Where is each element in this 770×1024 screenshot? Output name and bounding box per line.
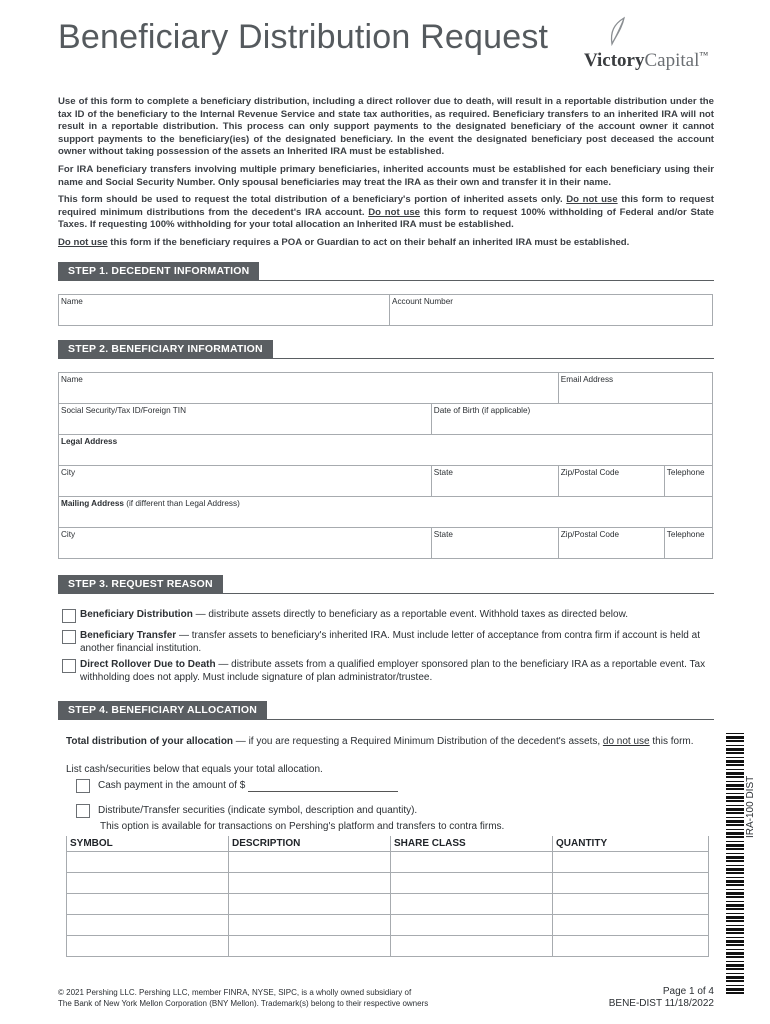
column-header: DESCRIPTION (229, 836, 391, 852)
beneficiary-info-table (58, 372, 713, 559)
mailing-address-field[interactable]: Mailing Address (if different than Legal Address) (59, 497, 713, 528)
checkbox[interactable] (76, 804, 90, 818)
beneficiary-ssn-field[interactable]: Social Security/Tax ID/Foreign TIN (59, 404, 432, 435)
decedent-info-table (58, 294, 713, 326)
copyright-notice: © 2021 Pershing LLC. Pershing LLC, member FINRA, NYSE, SIPC, is a wholly owned subsidiary of The Bank of New York Mellon Corporation (BNY Mellon). Trademark(s) belong to their respective owners (58, 988, 429, 1008)
legal-city-field[interactable]: City (59, 466, 432, 497)
total-distribution-text: Total distribution of your allocation — if you are requesting a Required Minimum Distribution of the decedent's assets, do not use this form. (66, 736, 694, 747)
legal-zip-field[interactable]: Zip/Postal Code (558, 466, 664, 497)
checkbox[interactable] (76, 779, 90, 793)
logo-brand-bold: Victory (584, 50, 645, 71)
page-number: Page 1 of 4 (662, 986, 714, 997)
securities-option[interactable]: Distribute/Transfer securities (indicate symbol, description and quantity). (76, 804, 716, 817)
column-header: SHARE CLASS (391, 836, 553, 852)
leaf-icon (604, 16, 628, 48)
beneficiary-name-field[interactable]: Name (59, 373, 559, 404)
table-cell[interactable] (67, 915, 229, 936)
option-direct-rollover[interactable]: Direct Rollover Due to Death — distribute assets from a qualified employer sponsored plan to the beneficiary IRA as a reportable event. Tax withholding does not apply. Must include signature of plan administrator/trustee. (62, 658, 712, 684)
intro-paragraph-3: This form should be used to request the total distribution of a beneficiary's portion of inherited assets only. Do not use this form to request required minimum distributions from the decedent's IRA account. Do not use this form to request 100% withholding of Federal and/or State Taxes. If requesting 100% withholding for your total allocation an Inherited IRA must be established. (58, 194, 714, 231)
table-cell[interactable] (229, 915, 391, 936)
table-row (67, 873, 709, 894)
form-id: BENE-DIST 11/18/2022 (608, 998, 714, 1009)
mailing-phone-field[interactable]: Telephone (664, 528, 712, 559)
table-cell[interactable] (553, 852, 709, 873)
option-beneficiary-distribution[interactable]: Beneficiary Distribution — distribute assets directly to beneficiary as a reportable event. Withhold taxes as directed below. (62, 608, 712, 621)
table-cell[interactable] (229, 894, 391, 915)
victory-capital-logo (584, 16, 724, 72)
logo-tm: ™ (699, 50, 709, 60)
barcode-icon (726, 733, 744, 995)
table-cell[interactable] (391, 915, 553, 936)
securities-table (66, 836, 709, 957)
column-header: SYMBOL (67, 836, 229, 852)
legal-phone-field[interactable]: Telephone (664, 466, 712, 497)
table-cell[interactable] (553, 936, 709, 957)
option-beneficiary-transfer[interactable]: Beneficiary Transfer — transfer assets to beneficiary's inherited IRA. Must include letter of acceptance from contra firm if account is held at another financial institution. (62, 629, 712, 655)
table-cell[interactable] (67, 936, 229, 957)
intro-paragraph-1: Use of this form to complete a beneficiary distribution, including a direct rollover due to death, will result in a reportable distribution under the tax ID of the beneficiary to the Internal Revenue Service and state tax authorities, as required. Beneficiary transfers to an inherited IRA will not result in a reportable distribution. This process can only support payments to the designated beneficiary of the account owner it cannot support payments to the beneficiary(ies) of the designated beneficiary. In the event the designated beneficiary post deceased the account owner without taking possession of the assets an Inherited IRA must be established. (58, 96, 714, 158)
table-cell[interactable] (553, 894, 709, 915)
checkbox[interactable] (62, 609, 76, 623)
allocation-instruction: List cash/securities below that equals your total allocation. (66, 764, 323, 775)
intro-paragraph-2: For IRA beneficiary transfers involving multiple primary beneficiaries, inherited accounts must be established for each beneficiary using their name and Social Security Number. Only spousal beneficiaries may treat the IRA as their own and transfer it in their name. (58, 163, 714, 188)
form-side-code: IRA-100 DIST (745, 775, 756, 838)
table-cell[interactable] (391, 936, 553, 957)
step3-divider (58, 593, 714, 594)
table-cell[interactable] (553, 915, 709, 936)
table-row (67, 915, 709, 936)
decedent-name-field[interactable]: Name (59, 295, 390, 326)
legal-state-field[interactable]: State (431, 466, 558, 497)
table-header-row (67, 836, 709, 852)
table-cell[interactable] (229, 873, 391, 894)
mailing-city-field[interactable]: City (59, 528, 432, 559)
beneficiary-dob-field[interactable]: Date of Birth (if applicable) (431, 404, 712, 435)
table-cell[interactable] (67, 852, 229, 873)
cash-payment-option[interactable]: Cash payment in the amount of $ (76, 779, 716, 792)
beneficiary-email-field[interactable]: Email Address (558, 373, 712, 404)
mailing-zip-field[interactable]: Zip/Postal Code (558, 528, 664, 559)
table-row (67, 852, 709, 873)
logo-brand-light: Capital (644, 50, 700, 71)
table-cell[interactable] (67, 894, 229, 915)
table-cell[interactable] (229, 936, 391, 957)
table-cell[interactable] (553, 873, 709, 894)
table-row (67, 894, 709, 915)
table-cell[interactable] (229, 852, 391, 873)
checkbox[interactable] (62, 659, 76, 673)
table-row (67, 936, 709, 957)
legal-address-field[interactable]: Legal Address (59, 435, 713, 466)
table-cell[interactable] (391, 894, 553, 915)
decedent-account-field[interactable]: Account Number (390, 295, 713, 326)
table-cell[interactable] (67, 873, 229, 894)
mailing-state-field[interactable]: State (431, 528, 558, 559)
intro-paragraph-4: Do not use this form if the beneficiary requires a POA or Guardian to act on their behalf an inherited IRA must be established. (58, 236, 630, 248)
step2-divider (58, 358, 714, 359)
page-info (560, 986, 714, 1010)
step1-header: STEP 1. DECEDENT INFORMATION (58, 262, 259, 280)
table-cell[interactable] (391, 873, 553, 894)
step3-header: STEP 3. REQUEST REASON (58, 575, 223, 593)
page-title: Beneficiary Distribution Request (58, 18, 549, 56)
step4-divider (58, 719, 714, 720)
checkbox[interactable] (62, 630, 76, 644)
column-header: QUANTITY (553, 836, 709, 852)
step2-header: STEP 2. BENEFICIARY INFORMATION (58, 340, 273, 358)
intro-text (58, 96, 714, 255)
table-cell[interactable] (391, 852, 553, 873)
securities-note: This option is available for transactions on Pershing's platform and transfers to contra firms. (100, 821, 505, 832)
step4-header: STEP 4. BENEFICIARY ALLOCATION (58, 701, 267, 719)
cash-amount-input[interactable] (248, 781, 398, 792)
step1-divider (58, 280, 714, 281)
